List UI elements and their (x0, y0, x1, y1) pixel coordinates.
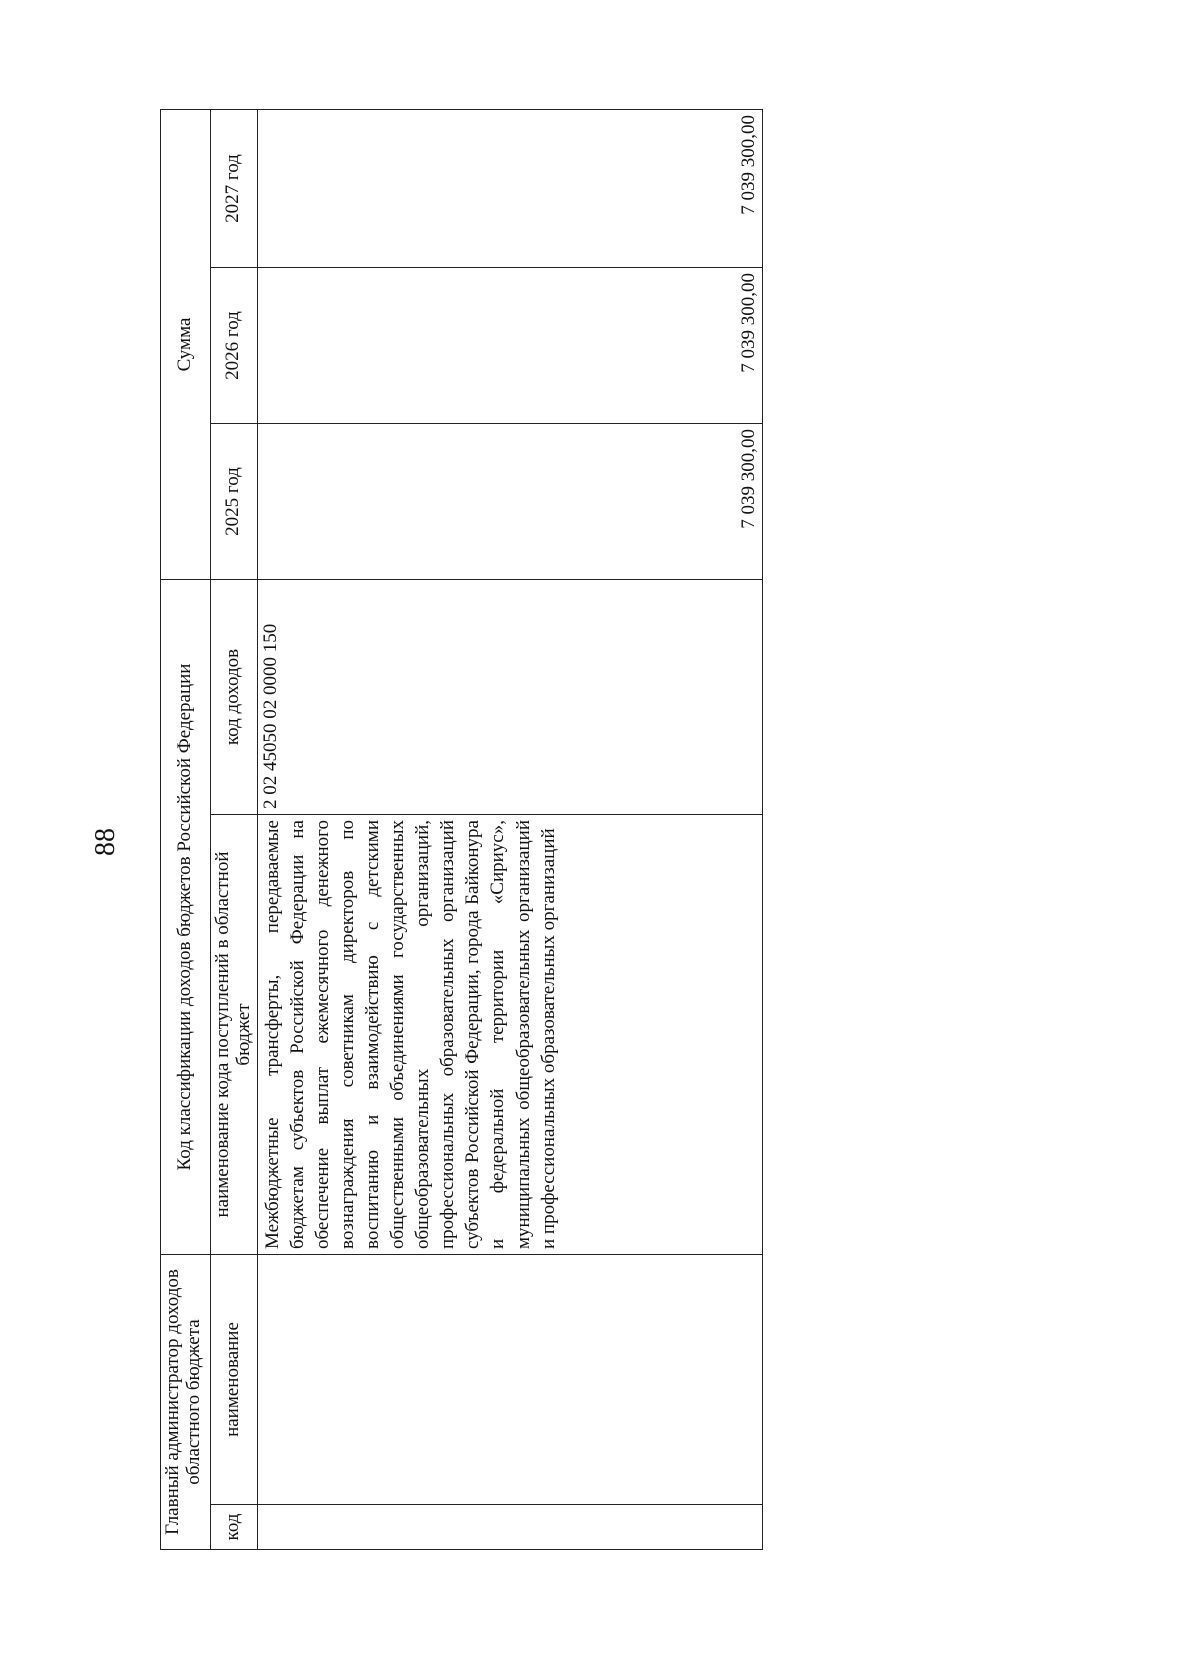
cell-admin-name (257, 1255, 762, 1505)
header-admin-group: Главный администратор доходов областного бюджета (161, 1255, 211, 1550)
header-income-name: наименование кода поступлений в областной бюджет (211, 815, 258, 1255)
header-year-2027: 2027 год (211, 109, 258, 267)
cell-income-code: 2 02 45050 02 0000 150 (257, 580, 762, 815)
budget-income-table (160, 109, 763, 1550)
header-classification-group: Код классификации доходов бюджетов Российской Федерации (161, 580, 211, 1255)
cell-sum-2026: 7 039 300,00 (257, 268, 762, 424)
cell-sum-2027: 7 039 300,00 (257, 109, 762, 267)
cell-sum-2025: 7 039 300,00 (257, 424, 762, 580)
header-year-2025: 2025 год (211, 424, 258, 580)
header-admin-code: код (211, 1505, 258, 1550)
table-container (160, 110, 760, 1550)
cell-income-name: Межбюджетные трансферты, передаваемые бюджетам субъектов Российской Федерации на обеспечение выплат ежемесячного денежного вознаграждения советникам директоров по воспитанию и взаимодействию с детскими общественными объединениями государственных общеобразовательных организаций, профессиональных образовательных организаций субъектов Российской Федерации, города Байконура и федеральной территории «Сириус», муниципальных общеобразовательных организаций и профессиональных образовательных организаций (257, 815, 762, 1255)
header-income-code: код доходов (211, 580, 258, 815)
header-sum-group: Сумма (161, 109, 211, 579)
table-row (257, 109, 762, 1549)
cell-admin-code (257, 1505, 762, 1550)
page-number: 88 (90, 828, 121, 856)
header-admin-name: наименование (211, 1255, 258, 1505)
header-year-2026: 2026 год (211, 268, 258, 424)
